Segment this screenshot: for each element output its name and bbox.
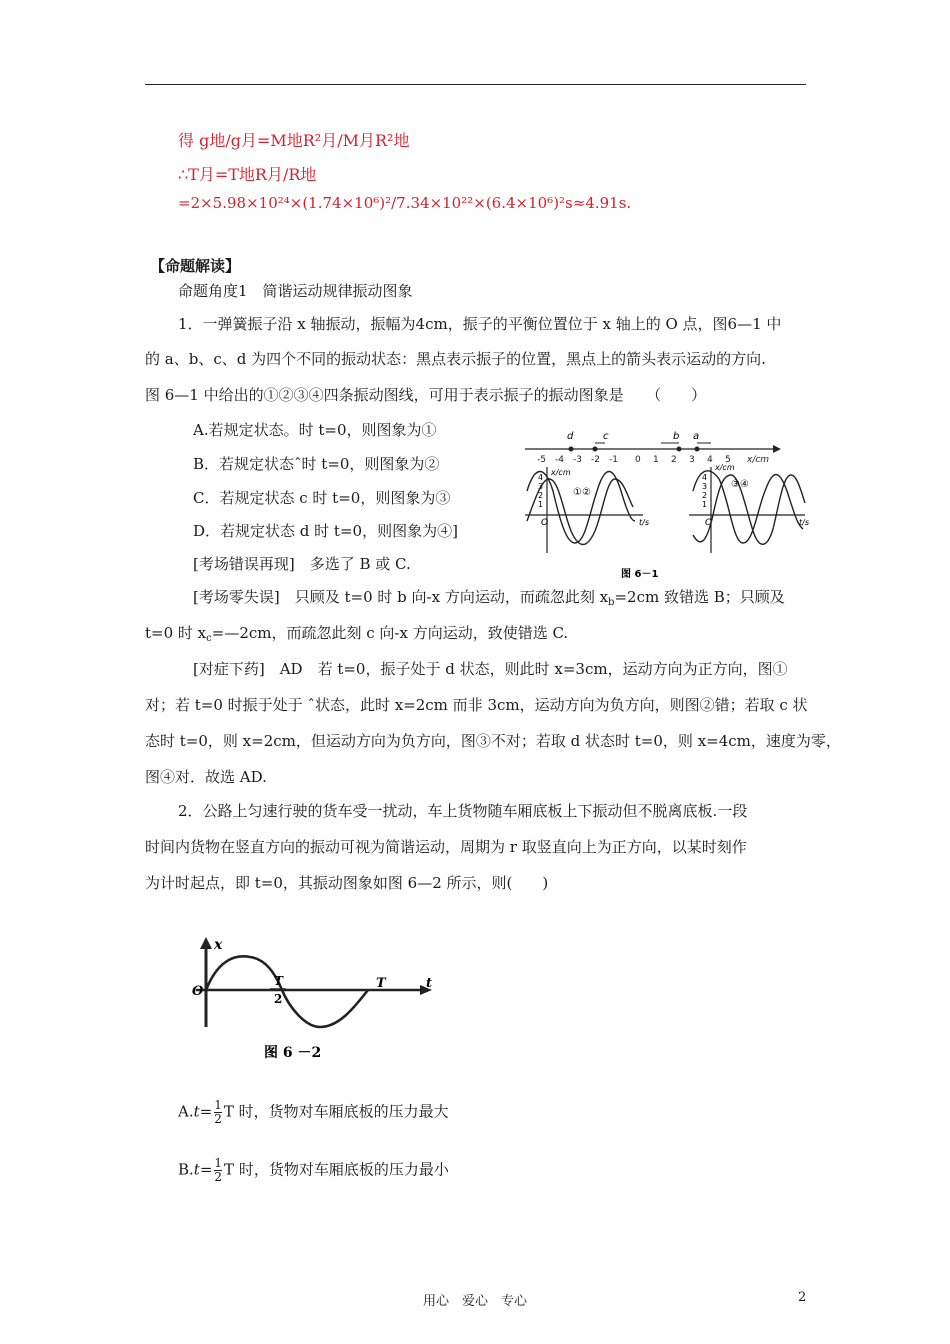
tick-label: -3 bbox=[573, 455, 582, 465]
fig2-t-label: t bbox=[426, 976, 433, 991]
right-y-label: x/cm bbox=[715, 463, 735, 472]
q1-line-2: 的 a、b、c、d 为四个不同的振动状态：黑点表示振子的位置，黑点上的箭头表示运动的方向. bbox=[145, 350, 766, 368]
state-dot-a bbox=[695, 447, 700, 452]
left-origin: O bbox=[541, 518, 549, 528]
left-y-tick: 4 bbox=[538, 473, 544, 482]
state-label-d: d bbox=[567, 431, 574, 442]
fig2-t-mark: T bbox=[376, 976, 386, 991]
q1-option-b: B．若规定状态ˆ时 t=0，则图象为② bbox=[193, 455, 440, 473]
state-label-b: b bbox=[673, 431, 680, 442]
q1-remedy-2: 对；若 t=0 时振于处于 ˆ状态，此时 x=2cm 而非 3cm，运动方向为负方向，则图②错；若取 c 状 bbox=[145, 696, 808, 714]
tick-label: -1 bbox=[609, 455, 618, 465]
page-number: 2 bbox=[798, 1290, 807, 1305]
left-curve-labels: ①② bbox=[573, 487, 591, 498]
q2-option-a: A.t= $\frac{1}{2}$ T 时，货物对车厢底板的压力最大 bbox=[178, 1098, 449, 1126]
formula-line-3: =2×5.98×10²⁴×(1.74×10⁶)²/7.34×10²²×(6.4×10⁶)²s≈4.91s. bbox=[178, 194, 632, 212]
tick-label: -4 bbox=[555, 455, 564, 465]
tick-label: 5 bbox=[725, 455, 731, 465]
curve-4 bbox=[693, 475, 805, 544]
page-footer: 用心 爱心 专心 bbox=[422, 1294, 527, 1309]
q2-line-2: 时间内货物在竖直方向的振动可视为简谐运动，周期为 r 取竖直向上为正方向，以某时刻作 bbox=[145, 838, 747, 856]
figure-6-2 bbox=[180, 935, 450, 1065]
q1-option-a: A.若规定状态。时 t=0，则图象为① bbox=[193, 421, 437, 439]
state-dot-d bbox=[569, 447, 574, 452]
left-y-tick: 2 bbox=[538, 491, 544, 500]
tick-label: 1 bbox=[653, 455, 659, 465]
right-t-label: t/s bbox=[799, 518, 809, 527]
angle-title: 命题角度1 简谐运动规律振动图象 bbox=[178, 282, 413, 300]
left-t-label: t/s bbox=[639, 518, 649, 527]
figure-6-1 bbox=[515, 425, 815, 587]
q1-zero-loss-1: [考场零失误] 只顾及 t=0 时 b 向-x 方向运动，而疏忽此刻 $x_b=2cm$ 致错选 B；只顾及 bbox=[193, 588, 785, 608]
q1-error-redo: [考场错误再现] 多选了 B 或 C. bbox=[193, 555, 411, 573]
right-origin: O bbox=[705, 518, 713, 528]
q1-option-c: C．若规定状态 c 时 t=0，则图象为③ bbox=[193, 489, 451, 507]
q1-line-3: 图 6—1 中给出的①②③④四条振动图线，可用于表示振子的振动图象是 （ ） bbox=[145, 386, 707, 404]
fig2-half-t-num: T bbox=[274, 974, 283, 988]
fig2-caption: 图 6 －2 bbox=[264, 1045, 322, 1061]
left-y-tick: 3 bbox=[538, 482, 544, 491]
fig2-x-axis-arrow bbox=[200, 937, 212, 949]
tick-label: 4 bbox=[707, 455, 713, 465]
tick-label: 0 bbox=[635, 455, 641, 465]
number-line-arrow bbox=[773, 445, 781, 453]
fig2-y-label: x bbox=[214, 937, 223, 953]
tick-label: 3 bbox=[689, 455, 695, 465]
tick-label: -2 bbox=[591, 455, 600, 465]
right-y-tick: 1 bbox=[702, 500, 708, 509]
fig2-origin: O bbox=[192, 984, 204, 999]
state-label-c: c bbox=[603, 431, 609, 442]
state-dot-c bbox=[593, 447, 598, 452]
state-dot-b bbox=[677, 447, 682, 452]
q1-remedy-4: 图④对．故选 AD. bbox=[145, 768, 267, 786]
q1-line-1: 1．一弹簧振子沿 x 轴振动，振幅为4cm，振子的平衡位置位于 x 轴上的 O 点，图6—1 中 bbox=[178, 315, 782, 333]
fig2-half-t-den: 2 bbox=[274, 992, 283, 1006]
formula-line-1: 得 g地/g月=M地R²月/M月R²地 bbox=[178, 131, 410, 150]
section-heading: 【命题解读】 bbox=[150, 257, 241, 275]
tick-label: 2 bbox=[671, 455, 677, 465]
right-y-tick: 2 bbox=[702, 491, 708, 500]
q1-remedy-1: [对症下药] AD 若 t=0，振子处于 d 状态，则此时 x=3cm，运动方向为正方向，图① bbox=[193, 660, 788, 678]
left-y-tick: 1 bbox=[538, 500, 544, 509]
q2-option-b: B.t= $\frac{1}{2}$ T 时，货物对车厢底板的压力最小 bbox=[178, 1156, 449, 1184]
right-y-tick: 3 bbox=[702, 482, 708, 491]
formula-line-2: ∴T月=T地R月/R地 bbox=[178, 165, 317, 184]
q1-zero-loss-2: t=0 时 $x_c=—2cm$，而疏忽此刻 c 向-x 方向运动，致使错选 C. bbox=[145, 624, 569, 644]
header-rule bbox=[145, 84, 806, 85]
q2-line-1: 2．公路上匀速行驶的货车受一扰动，车上货物随车厢底板上下振动但不脱离底板.一段 bbox=[178, 802, 748, 820]
fig2-curve bbox=[206, 956, 368, 1027]
right-curve-labels: ③④ bbox=[731, 479, 749, 490]
fig1-caption: 图 6－1 bbox=[621, 569, 659, 580]
number-line-label: x/cm bbox=[747, 455, 770, 465]
q2-line-3: 为计时起点，即 t=0，其振动图象如图 6—2 所示，则( ) bbox=[145, 874, 549, 892]
left-y-label: x/cm bbox=[551, 468, 571, 477]
right-y-tick: 4 bbox=[702, 473, 708, 482]
q1-remedy-3: 态时 t=0，则 x=2cm，但运动方向为负方向，图③不对；若取 d 状态时 t=0，则 x=4cm，速度为零， bbox=[145, 732, 841, 750]
tick-label: -5 bbox=[537, 455, 546, 465]
state-label-a: a bbox=[693, 431, 700, 442]
q1-option-d: D．若规定状态 d 时 t=0，则图象为④] bbox=[193, 522, 458, 540]
